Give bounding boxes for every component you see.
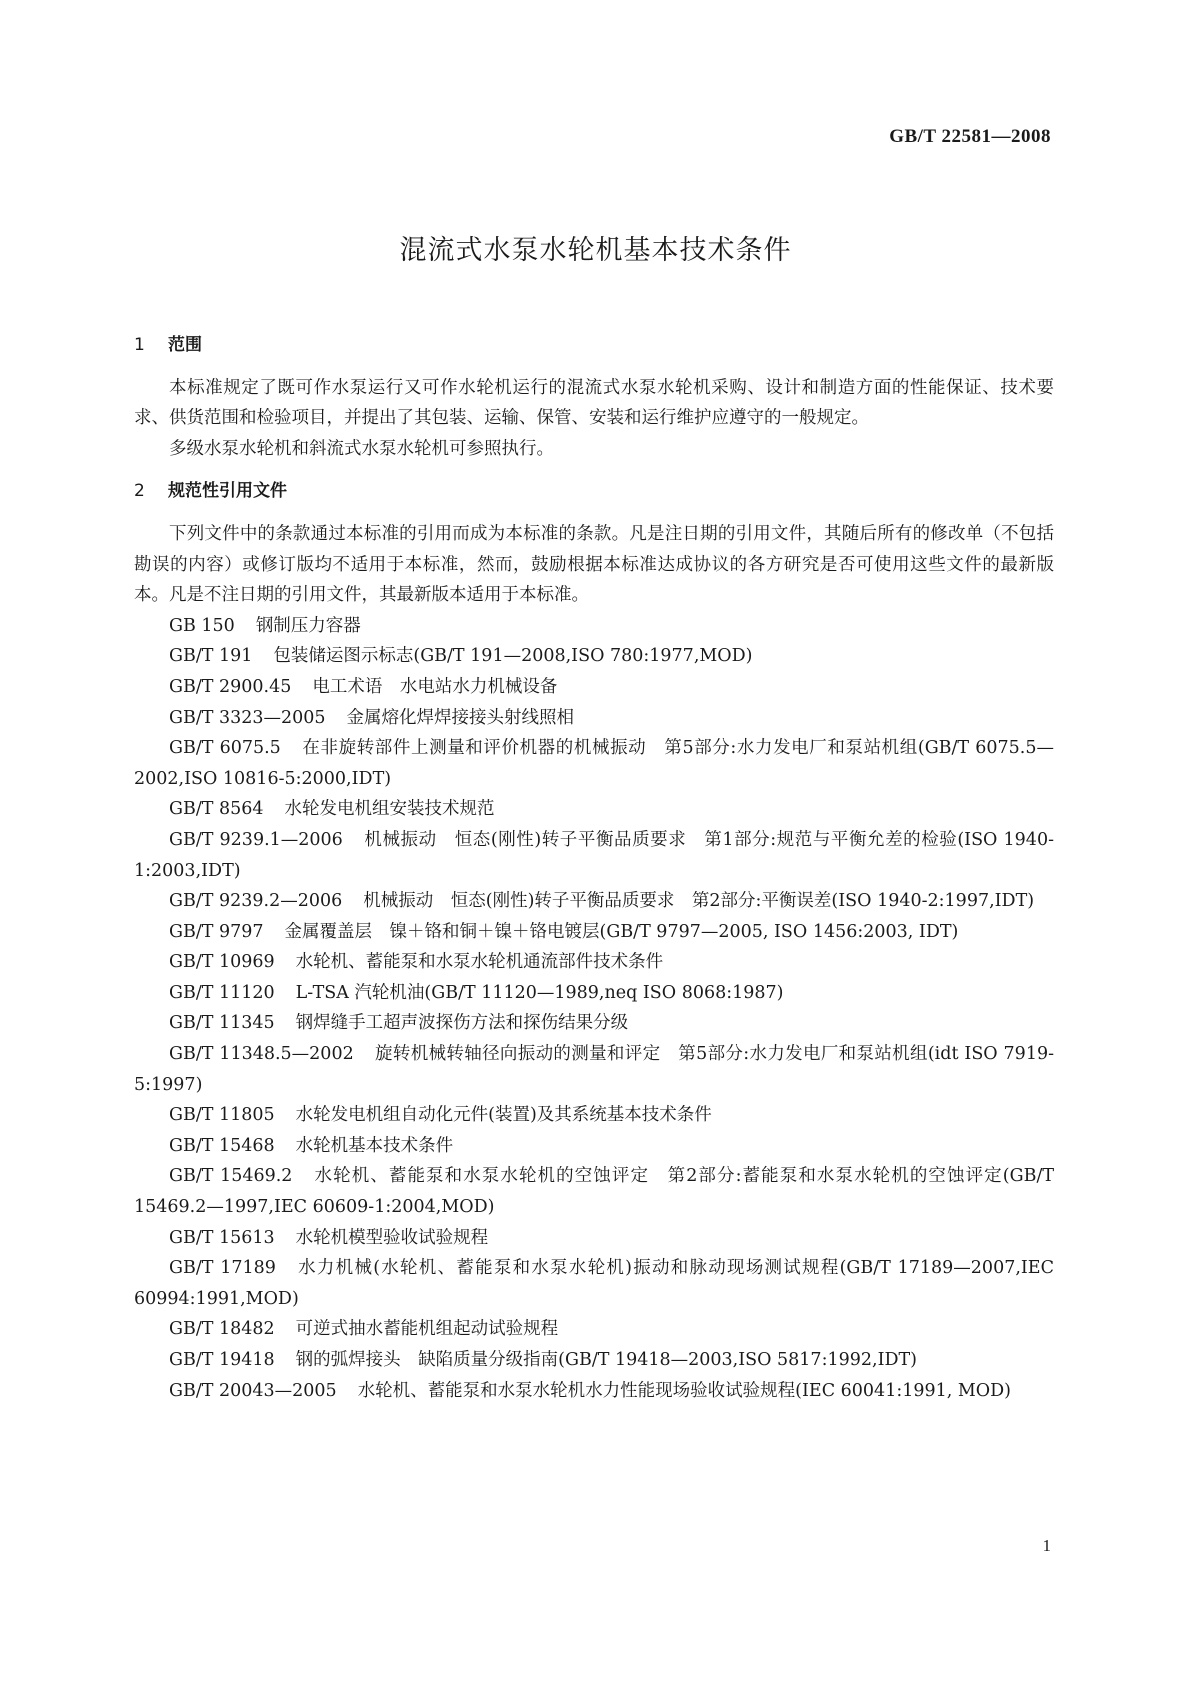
scope-paragraph: 本标准规定了既可作水泵运行又可作水轮机运行的混流式水泵水轮机采购、设计和制造方面的性能保证、技术要求、供货范围和检验项目，并提出了其包装、运输、保管、安装和运行维护应遵守的一般规定。 [134, 377, 1054, 429]
section-number: 1 [134, 335, 145, 355]
reference-title: 钢制压力容器 [255, 615, 361, 636]
reference-item [134, 1039, 1054, 1100]
reference-item [134, 1253, 1054, 1314]
section-number: 2 [134, 481, 145, 502]
reference-code: GB/T 11805 [169, 1105, 275, 1126]
reference-title: 包装储运图示标志(GB/T 191—2008,ISO 780:1977,MOD) [273, 646, 753, 667]
reference-title: 电工术语 水电站水力机械设备 [312, 676, 558, 697]
reference-code: GB/T 3323—2005 [169, 707, 326, 728]
reference-item [134, 1100, 1054, 1131]
section-heading-scope [134, 330, 1054, 361]
reference-title: 金属覆盖层 镍＋铬和铜＋镍＋铬电镀层(GB/T 9797—2005, ISO 1456:2003, IDT) [284, 921, 959, 942]
standard-code: GB/T 22581—2008 [889, 126, 1051, 147]
reference-code: GB/T 9797 [169, 921, 264, 942]
reference-code: GB/T 11120 [169, 982, 275, 1003]
reference-title: 水轮发电机组安装技术规范 [284, 799, 495, 820]
reference-item [134, 703, 1054, 734]
reference-item [134, 672, 1054, 703]
reference-item [134, 886, 1054, 917]
reference-code: GB/T 15468 [169, 1135, 275, 1156]
reference-title: 水轮机模型验收试验规程 [295, 1227, 489, 1248]
reference-title: 金属熔化焊焊接接头射线照相 [346, 707, 575, 728]
reference-item [134, 1008, 1054, 1039]
reference-code: GB/T 20043—2005 [169, 1380, 337, 1401]
reference-code: GB/T 19418 [169, 1350, 275, 1370]
reference-code: GB/T 2900.45 [169, 676, 292, 697]
references-intro-paragraph: 下列文件中的条款通过本标准的引用而成为本标准的条款。凡是注日期的引用文件，其随后所有的修改单（不包括勘误的内容）或修订版均不适用于本标准，然而，鼓励根据本标准达成协议的各方研究是否可使用这些文件的最新版本。凡是不注日期的引用文件，其最新版本适用于本标准。 [134, 523, 1054, 606]
section-title: 范围 [168, 335, 202, 355]
reference-title: 水轮发电机组自动化元件(装置)及其系统基本技术条件 [295, 1105, 712, 1126]
reference-code: GB/T 11348.5—2002 [169, 1044, 354, 1065]
reference-item [134, 733, 1054, 794]
document-body [134, 330, 1054, 1406]
reference-title: 可逆式抽水蓄能机组起动试验规程 [295, 1319, 559, 1340]
reference-code: GB/T 17189 [169, 1258, 276, 1279]
reference-item [134, 1131, 1054, 1162]
reference-code: GB/T 15613 [169, 1227, 275, 1248]
reference-code: GB/T 9239.2—2006 [169, 891, 343, 912]
reference-code: GB/T 18482 [169, 1319, 275, 1340]
reference-list [134, 611, 1054, 1406]
section-title: 规范性引用文件 [168, 481, 287, 502]
reference-item [134, 917, 1054, 948]
reference-code: GB/T 6075.5 [169, 738, 281, 759]
reference-title: 水轮机、蓄能泵和水泵水轮机的空蚀评定 第2部分:蓄能泵和水泵水轮机的空蚀评定(GB/T 15469.2—1997,IEC 60609-1:2004,MOD) [134, 1166, 1055, 1218]
reference-title: 水轮机基本技术条件 [295, 1135, 454, 1156]
reference-title: 钢的弧焊接头 缺陷质量分级指南(GB/T 19418—2003,ISO 5817:1992,IDT) [295, 1350, 918, 1370]
reference-item [134, 1345, 1054, 1376]
reference-title: 水轮机、蓄能泵和水泵水轮机通流部件技术条件 [295, 952, 664, 973]
document-title: 混流式水泵水轮机基本技术条件 [399, 235, 792, 266]
reference-title: 水轮机、蓄能泵和水泵水轮机水力性能现场验收试验规程(IEC 60041:1991, MOD) [357, 1380, 1012, 1401]
reference-code: GB/T 191 [169, 646, 253, 667]
reference-item [134, 978, 1054, 1009]
reference-item [134, 1223, 1054, 1254]
reference-item [134, 611, 1054, 642]
section-heading-normative-references [134, 476, 1054, 507]
reference-item [134, 641, 1054, 672]
reference-title: 机械振动 恒态(刚性)转子平衡品质要求 第1部分:规范与平衡允差的检验(ISO 1940-1:2003,IDT) [134, 829, 1054, 881]
reference-item [134, 1314, 1054, 1345]
reference-code: GB/T 11345 [169, 1013, 275, 1034]
reference-title: 在非旋转部件上测量和评价机器的机械振动 第5部分:水力发电厂和泵站机组(GB/T 6075.5—2002,ISO 10816-5:2000,IDT) [134, 738, 1054, 789]
reference-item [134, 1376, 1054, 1407]
scope-paragraph: 多级水泵水轮机和斜流式水泵水轮机可参照执行。 [169, 438, 554, 459]
reference-code: GB 150 [169, 615, 235, 636]
reference-title: 钢焊缝手工超声波探伤方法和探伤结果分级 [295, 1013, 629, 1034]
reference-title: 水力机械(水轮机、蓄能泵和水泵水轮机)振动和脉动现场测试规程(GB/T 17189—2007,IEC 60994:1991,MOD) [134, 1258, 1054, 1309]
reference-code: GB/T 9239.1—2006 [169, 829, 343, 850]
page-number: 1 [1042, 1536, 1051, 1555]
reference-title: L-TSA 汽轮机油(GB/T 11120—1989,neq ISO 8068:1987) [295, 982, 784, 1003]
reference-code: GB/T 10969 [169, 952, 275, 973]
reference-title: 机械振动 恒态(刚性)转子平衡品质要求 第2部分:平衡误差(ISO 1940-2:1997,IDT) [363, 891, 1035, 912]
reference-code: GB/T 15469.2 [169, 1166, 293, 1187]
reference-item [134, 825, 1054, 886]
reference-code: GB/T 8564 [169, 799, 264, 820]
reference-item [134, 794, 1054, 825]
reference-title: 旋转机械转轴径向振动的测量和评定 第5部分:水力发电厂和泵站机组(idt ISO 7919-5:1997) [134, 1044, 1055, 1095]
reference-item [134, 947, 1054, 978]
reference-item [134, 1161, 1054, 1222]
